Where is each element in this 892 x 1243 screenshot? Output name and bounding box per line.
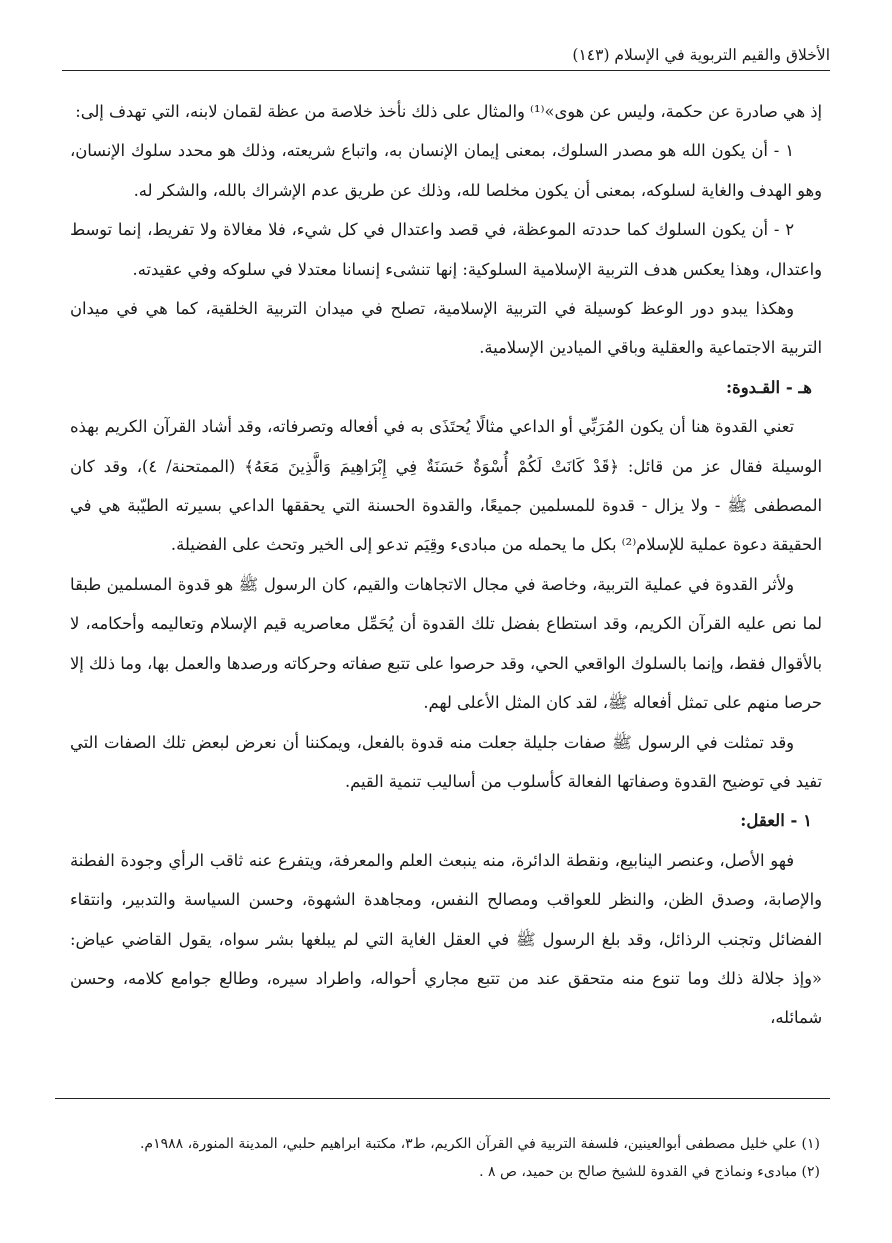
paragraph-role-model-definition: تعني القدوة هنا أن يكون المُرَبِّي أو الداعي مثالًا يُحتَذَى به في أفعاله وتصرفاته، وقد أشاد القرآن الكريم بهذه الوسيلة فقال عز من قائل: ﴿قَدْ كَانَتْ لَكُمْ أُسْوَةٌ حَسَنَةٌ فِي إِبْرَاهِيمَ وَالَّذِينَ مَعَهُ﴾ (الممتحنة/ ٤)، وقد كان المصطفى ﷺ - ولا يزال - قدوة للمسلمين جميعًا، والقدوة الحسنة التي يحققها الداعي بسيرته الطيّبة هي في الحقيقة دعوة عملية للإسلام⁽²⁾ بكل ما يحمله من مبادىء وقِيَم تدعو إلى الخير وتحث على الفضيلة. <box>70 417 822 555</box>
paragraph-intellect: فهو الأصل، وعنصر الينابيع، ونقطة الدائرة، منه ينبعث العلم والمعرفة، ويتفرع عنه ثاقب الرأي وجودة الفطنة والإصابة، وصدق الظن، والنظر للعواقب ومصالح النفس، ومجاهدة الشهوة، وحسن السياسة والتدبير، وانتقاء الفضائل وتجنب الرذائل، وقد بلغ الرسول ﷺ في العقل الغاية التي لم يبلغها بشر سواه، يقول القاضي عياض: «وإذ جلالة ذلك وما تنوع منه متحقق عند من تتبع مجاري أحواله، واطراد سيره، وطالع جوامع كلامه، وحسن شمائله، <box>70 850 822 1028</box>
footnote-1: (١) علي خليل مصطفى أبوالعينين، فلسفة التربية في القرآن الكريم، ط٣، مكتبة ابراهيم حلبي، المدينة المنورة، ١٩٨٨م. <box>139 1136 820 1152</box>
paragraph-preaching-role: وهكذا يبدو دور الوعظ كوسيلة في التربية الإسلامية، تصلح في ميدان التربية الخلقية، كما هي في ميدان التربية الاجتماعية والعقلية وباقي الميادين الإسلامية. <box>70 299 822 358</box>
footnote-2: (٢) مبادىء ونماذج في القدوة للشيخ صالح بن حميد، ص ٨ . <box>479 1164 820 1180</box>
subheading-intellect: ١ - العقل: <box>740 811 812 831</box>
running-header <box>62 40 830 71</box>
section-heading-role-model: هـ - القـدوة: <box>725 377 812 397</box>
list-item-1: ١ - أن يكون الله هو مصدر السلوك، بمعنى إيمان الإنسان به، واتباع شريعته، وذلك هو محدد سلوك الإنسان، وهو الهدف والغاية لسلوكه، بمعنى أن يكون مخلصا لله، وذلك عن طريق عدم الإشراك بالله، والشكر له. <box>70 141 822 200</box>
list-item-2: ٢ - أن يكون السلوك كما حددته الموعظة، في قصد واعتدال في كل شيء، فلا مغالاة ولا تفريط، إنما توسط واعتدال، وهذا يعكس هدف التربية الإسلامية السلوكية: إنها تنشىء إنسانا معتدلا في سلوكه وفي عقيدته. <box>70 220 822 279</box>
footnotes <box>72 1130 820 1186</box>
paragraph-role-model-effect: ولأثر القدوة في عملية التربية، وخاصة في مجال الاتجاهات والقيم، كان الرسول ﷺ هو قدوة المسلمين طبقا لما نص عليه القرآن الكريم، وقد استطاع بفضل تلك القدوة أن يُحَمِّل معاصريه قيم الإسلام وتعاليمه وأحكامه، لا بالأقوال فقط، وإنما بالسلوك الواقعي الحي، وقد حرصوا على تتبع صفاته وحركاته ورصدها والعمل بها، وما ذلك إلا حرصا منهم على تمثل أفعاله ﷺ، لقد كان المثل الأعلى لهم. <box>70 574 822 713</box>
footnote-divider <box>55 1098 830 1099</box>
body-text <box>70 92 822 1038</box>
running-title: الأخلاق والقيم التربوية في الإسلام (١٤٣) <box>572 46 830 64</box>
paragraph-prophet-qualities: وقد تمثلت في الرسول ﷺ صفات جليلة جعلت منه قدوة بالفعل، ويمكننا أن نعرض لبعض تلك الصفات التي تفيد في توضيح القدوة وصفاتها الفعالة كأسلوب من أساليب تنمية القيم. <box>70 732 822 791</box>
paragraph-continuation: إذ هي صادرة عن حكمة، وليس عن هوى»⁽¹⁾ والمثال على ذلك نأخذ خلاصة من عظة لقمان لابنه، التي تهدف إلى: <box>75 102 822 121</box>
